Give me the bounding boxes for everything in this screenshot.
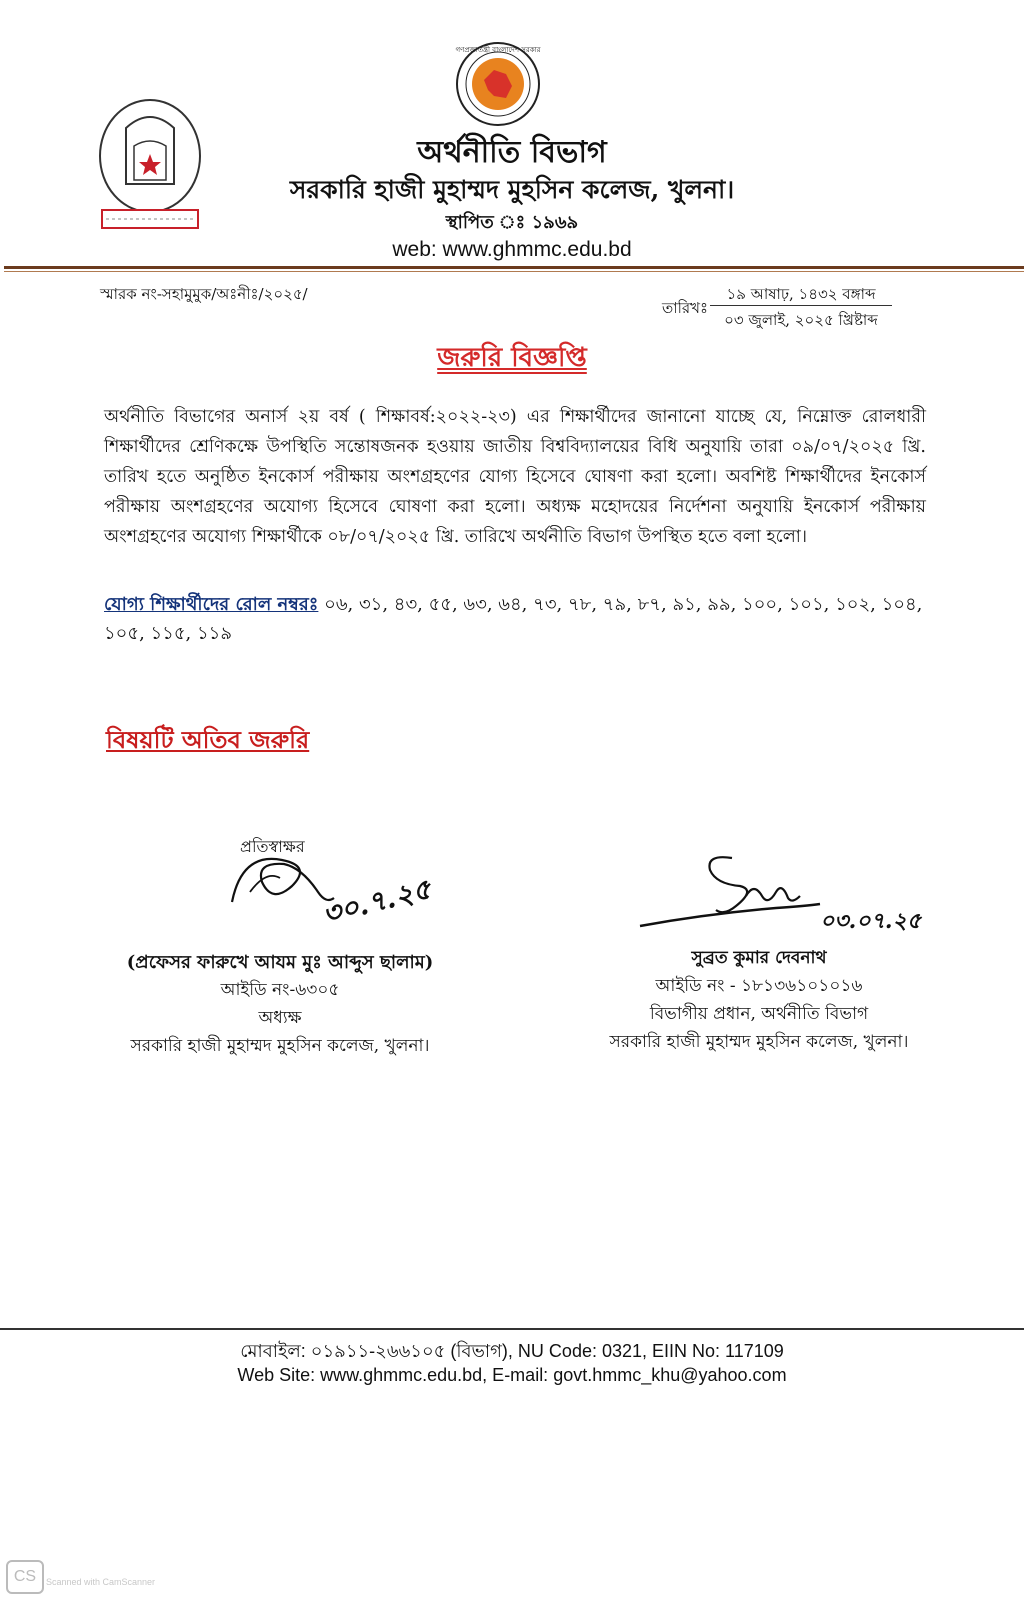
date-label: তারিখঃ	[662, 299, 708, 317]
camscanner-watermark: Scanned with CamScanner	[46, 1577, 156, 1587]
department-head-signature	[636, 846, 826, 936]
roll-label: যোগ্য শিক্ষার্থীদের রোল নম্বরঃ	[104, 594, 319, 615]
footer-website-email: Web Site: www.ghmmc.edu.bd, E-mail: govt.hmmc_khu@yahoo.com	[237, 1365, 787, 1385]
footer-contact: মোবাইল: ০১৯১১-২৬৬১০৫ (বিভাগ), NU Code: 0321, EIIN No: 117109	[240, 1341, 784, 1361]
header-divider	[4, 266, 1024, 269]
notice-body: অর্থনীতি বিভাগের অনার্স ২য় বর্ষ ( শিক্ষাবর্ষ:২০২২-২৩) এর শিক্ষার্থীদের জানানো যাচ্ছে যে, নিম্নোক্ত রোলধারী শিক্ষার্থীদের শ্রেণিকক্ষে উপস্থিতি সন্তোষজনক হওয়ায় জাতীয় বিশ্ববিদ্যালয়ের বিধি অনুযায়ি তারা ০৯/০৭/২০২৫ খ্রি. তারিখ হতে অনুষ্ঠিত ইনকোর্স পরীক্ষায় অংশগ্রহণের যোগ্য হিসেবে ঘোষণা করা হলো। অবশিষ্ট শিক্ষার্থীদের ইনকোর্স পরীক্ষায় অংশগ্রহণের অযোগ্য হিসেবে ঘোষণা করা হলো। অধ্যক্ষ মহোদয়ের নির্দেশনা অনুযায়ি ইনকোর্স পরীক্ষায় অংশগ্রহণের অযোগ্য শিক্ষার্থীকে ০৮/০৭/২০২৫ খ্রি. তারিখে অর্থনীতি বিভাগ উপস্থিত হতে বলা হলো।	[104, 407, 926, 547]
college-name: সরকারি হাজী মুহাম্মদ মুহসিন কলেজ, খুলনা।	[289, 175, 735, 204]
department-head-signature-date: ০৩.০৭.২৫	[820, 908, 922, 934]
date-gregorian: ০৩ জুলাই, ২০২৫ খ্রিষ্টাব্দ	[724, 311, 878, 329]
principal-institution: সরকারি হাজী মুহাম্মদ মুহসিন কলেজ, খুলনা।	[130, 1036, 430, 1056]
eligible-roll-block	[104, 590, 926, 648]
header-divider-thin	[4, 271, 1024, 272]
seal-text: গণপ্রজাতন্ত্রী বাংলাদেশ সরকার	[455, 46, 541, 54]
date-bangla: ১৯ আষাঢ়, ১৪৩২ বঙ্গাব্দ	[726, 285, 876, 303]
principal-role: অধ্যক্ষ	[258, 1008, 302, 1028]
government-seal	[454, 40, 542, 128]
roll-numbers: ০৬, ৩১, ৪৩, ৫৫, ৬৩, ৬৪, ৭৩, ৭৮, ৭৯, ৮৭, ৯১, ৯৯, ১০০, ১০১, ১০২, ১০৪, ১০৫, ১১৫, ১১৯	[104, 594, 923, 644]
established-year: স্থাপিত ঃ ১৯৬৯	[445, 212, 579, 233]
camscanner-badge: CS	[6, 1560, 44, 1594]
department-head-institution: সরকারি হাজী মুহাম্মদ মুহসিন কলেজ, খুলনা।	[609, 1032, 909, 1052]
principal-name: (প্রফেসর ফারুখে আযম মুঃ আব্দুস ছালাম)	[126, 952, 434, 973]
footer-divider	[0, 1328, 1024, 1330]
department-title: অর্থনীতি বিভাগ	[417, 135, 607, 170]
header-website: web: www.ghmmc.edu.bd	[392, 238, 632, 261]
memo-reference: স্মারক নং-সহামুমুক/অঃনীঃ/২০২৫/	[100, 285, 308, 303]
principal-signature-date: ৩০.৭.২৫	[319, 872, 435, 931]
department-head-role: বিভাগীয় প্রধান, অর্থনীতি বিভাগ	[649, 1004, 869, 1024]
department-head-name: সুব্রত কুমার দেবনাথ	[691, 948, 827, 968]
principal-id: আইডি নং-৬৩০৫	[220, 980, 340, 1000]
department-head-id: আইডি নং - ১৮১৩৬১০১০১৬	[655, 976, 863, 996]
date-separator	[710, 305, 892, 306]
notice-title	[0, 337, 1024, 381]
notice-title-text: জরুরি বিজ্ঞপ্তি	[437, 343, 587, 373]
countersign-label: প্রতিস্বাক্ষর	[240, 837, 305, 856]
urgent-note: বিষয়টি অতিব জরুরি	[106, 725, 310, 754]
